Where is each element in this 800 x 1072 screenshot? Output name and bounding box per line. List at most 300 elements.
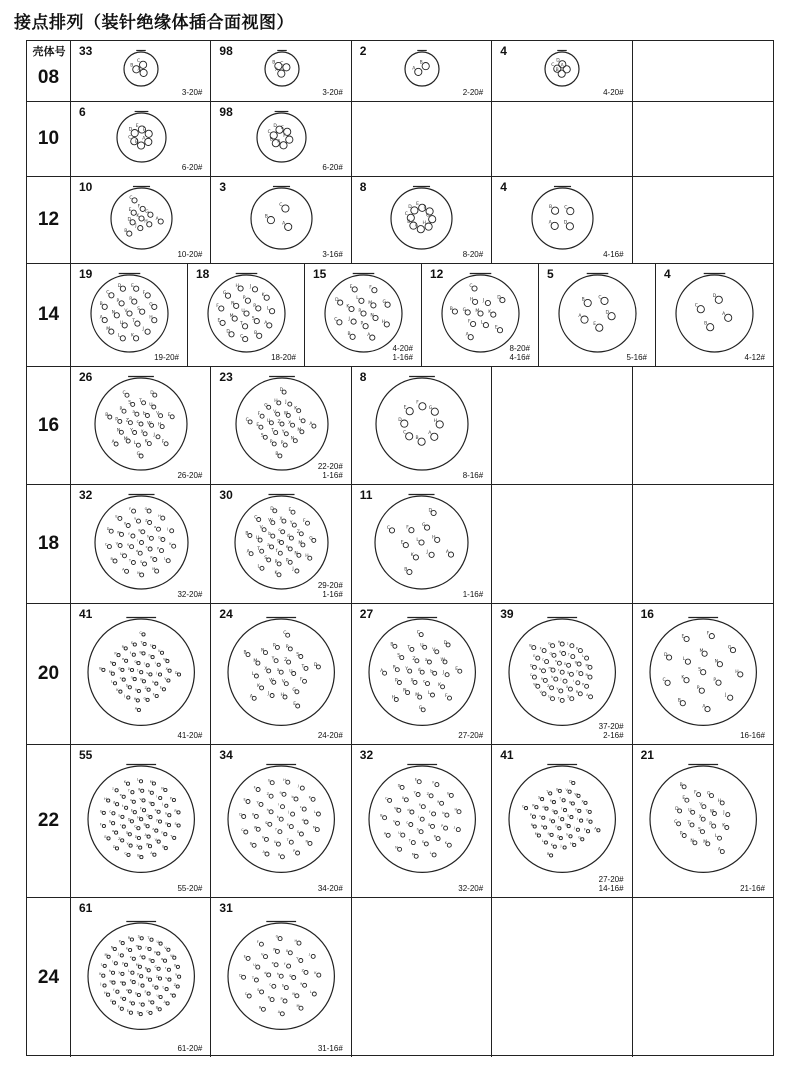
contact-pin <box>561 818 564 821</box>
insulator-outline <box>532 188 593 249</box>
arrangement-cell <box>492 177 632 263</box>
arrangement-cell <box>352 177 492 263</box>
contact-pin <box>581 799 587 805</box>
contact-pin <box>168 542 175 548</box>
contact-letter: E <box>681 796 685 802</box>
contact-letter: J <box>298 784 300 789</box>
contact-pin <box>152 692 158 698</box>
contact-pin <box>125 830 131 836</box>
connector-face <box>323 273 404 354</box>
contact-pin <box>418 438 425 445</box>
contact-letter: C <box>283 631 287 637</box>
contact-letter: M <box>411 852 415 857</box>
contact-letter: P <box>116 298 120 304</box>
contact-letter: P <box>280 996 284 1001</box>
contact-letter: P <box>360 321 364 327</box>
contact-letter: B <box>249 841 253 846</box>
contact-letter: C <box>416 630 420 636</box>
contact-letter: V <box>115 541 118 546</box>
contact-pin <box>138 1000 144 1006</box>
contact-pin <box>154 838 160 843</box>
shell-size-label <box>27 41 71 101</box>
contact-spec: 8-16# <box>462 471 484 480</box>
contact-pin <box>542 816 545 819</box>
contact-pin <box>269 982 276 988</box>
contact-letter: C <box>662 678 666 684</box>
contact-letter: Z <box>412 657 416 663</box>
contact-pin <box>155 986 158 989</box>
connector-face <box>86 921 196 1031</box>
contact-letter: R <box>433 834 436 839</box>
contact-letter: D <box>563 220 568 226</box>
contact-pin <box>109 660 115 666</box>
contact-pin <box>147 789 153 794</box>
contact-pin <box>680 701 685 706</box>
contact-pin <box>563 679 567 683</box>
contact-letter: Z <box>126 418 130 424</box>
contact-pin <box>296 409 300 413</box>
contact-letter: C <box>104 542 108 547</box>
contact-pin <box>142 633 145 636</box>
arrangement-cell <box>71 264 188 366</box>
contact-letter: A <box>465 332 469 338</box>
contact-letter: p <box>134 834 138 839</box>
contact-count: 98 <box>219 105 233 119</box>
contact-letter: g <box>574 660 578 665</box>
contact-pin <box>109 293 114 298</box>
contact-pin <box>128 999 134 1005</box>
contact-spec: 6-20# <box>181 163 203 172</box>
connector-face <box>389 186 454 251</box>
contact-pin <box>280 996 287 1003</box>
contact-pin <box>303 983 307 987</box>
contact-pin <box>254 319 259 324</box>
contact-letter: R <box>274 559 278 565</box>
contact-pin <box>724 826 728 830</box>
contact-letter: C <box>124 851 127 856</box>
arrangement-cell <box>71 898 211 1057</box>
contact-pin <box>107 837 110 840</box>
contact-pin <box>427 822 434 829</box>
contact-letter: B <box>264 214 268 220</box>
connector-face <box>233 494 330 591</box>
contact-letter: C <box>530 673 533 678</box>
contact-letter: T <box>252 975 255 980</box>
contact-letter: E <box>401 540 405 546</box>
contact-letter: L <box>541 839 544 844</box>
shell-size-label <box>27 367 71 484</box>
contact-pin <box>125 659 128 662</box>
insulator-face-view <box>543 50 581 88</box>
contact-letter: S <box>128 400 132 406</box>
contact-letter: t <box>137 668 139 673</box>
contact-letter: H <box>104 990 107 995</box>
contact-pin <box>291 510 295 514</box>
contact-letter: c <box>119 676 122 681</box>
contact-letter: R <box>286 645 290 651</box>
contact-pin <box>253 785 260 792</box>
contact-letter: D <box>314 663 318 669</box>
contact-pin <box>119 823 125 828</box>
contact-pin <box>219 306 224 311</box>
contact-letter: b <box>125 683 128 688</box>
shell-row-20 <box>27 603 773 744</box>
insulator-outline <box>405 52 439 86</box>
contact-letter: U <box>161 844 165 849</box>
contact-letter: K <box>576 646 579 651</box>
contact-pin <box>132 198 137 203</box>
contact-spec: 55-20# <box>177 884 203 893</box>
insulator-face-view <box>206 273 287 354</box>
insulator-outline <box>509 766 615 872</box>
contact-letter: G <box>548 641 552 646</box>
insulator-outline <box>88 619 194 725</box>
contact-letter: D <box>136 1010 140 1015</box>
contact-letter: P <box>118 939 121 944</box>
contact-letter: N <box>161 786 164 791</box>
contact-letter: F <box>257 939 260 944</box>
contact-letter: i <box>156 794 158 799</box>
insulator-face-view <box>226 921 336 1031</box>
contact-letter: x <box>154 808 157 813</box>
contact-letter: g <box>427 822 431 827</box>
contact-letter: Z <box>301 968 305 973</box>
contact-letter: C <box>245 991 248 996</box>
contact-spec: 27-20# <box>458 731 484 740</box>
contact-letter: m <box>564 822 569 827</box>
contact-letter: P <box>582 682 585 687</box>
contact-pin <box>119 301 124 306</box>
contact-letter: C <box>240 334 244 340</box>
contact-pin <box>178 975 181 978</box>
contact-count: 41 <box>500 748 514 762</box>
contact-pin <box>127 666 133 672</box>
contact-letter: N <box>111 310 116 316</box>
contact-pin <box>400 786 404 790</box>
contact-letter: b <box>282 983 285 988</box>
shell-row-22 <box>27 744 773 897</box>
contact-spec: 6-20# <box>322 163 343 172</box>
contact-letter: A <box>144 833 147 838</box>
contact-letter: Y <box>126 842 129 847</box>
contact-letter: N <box>109 660 113 665</box>
contact-pin <box>143 643 146 646</box>
contact-letter: k <box>551 675 554 680</box>
contact-pin <box>129 798 135 803</box>
contact-pin <box>143 661 149 667</box>
contact-letter: M <box>108 670 112 675</box>
contact-letter: i <box>417 815 419 820</box>
contact-letter: H <box>557 640 561 645</box>
contact-pin <box>131 402 135 406</box>
contact-letter: R <box>149 555 153 560</box>
contact-letter: Z <box>426 792 429 797</box>
contact-count: 23 <box>219 370 233 384</box>
contact-letter: c <box>109 809 112 814</box>
contact-letter: B <box>404 567 408 573</box>
contact-pin <box>134 687 140 693</box>
contact-letter: G <box>222 291 227 297</box>
arrangement-cell <box>492 604 632 744</box>
contact-pin <box>370 335 375 340</box>
contact-pin <box>142 652 145 655</box>
contact-letter: T <box>301 664 305 670</box>
contact-pin <box>684 637 689 642</box>
contact-letter: N <box>370 313 374 319</box>
contact-spec: 19-20# <box>154 353 179 362</box>
contact-pin <box>289 973 296 979</box>
contact-letter: q <box>160 956 164 961</box>
contact-letter: g <box>138 787 141 792</box>
contact-pin <box>567 208 574 215</box>
contact-pin <box>566 223 573 230</box>
contact-letter: B <box>134 139 138 145</box>
contact-letter: C <box>279 61 284 67</box>
contact-pin <box>127 311 132 316</box>
contact-pin <box>290 840 294 844</box>
contact-letter: H <box>432 535 436 541</box>
contact-letter: S <box>137 934 140 939</box>
contact-letter: s <box>146 671 149 676</box>
shell-size-value: 12 <box>37 209 60 230</box>
contact-letter: A <box>121 567 125 572</box>
contact-pin <box>300 832 304 836</box>
contact-letter: C <box>469 283 473 289</box>
contact-pin <box>134 286 139 291</box>
contact-letter: f <box>559 796 561 801</box>
contact-pin <box>136 1010 142 1015</box>
contact-pin <box>379 813 386 820</box>
contact-pin <box>445 673 449 677</box>
arrangement-cell <box>352 367 492 484</box>
contact-pin <box>337 320 342 325</box>
contact-letter: L <box>682 657 685 663</box>
contact-pin <box>542 805 548 810</box>
shell-size-value: 22 <box>37 810 60 831</box>
contact-pin <box>568 800 574 805</box>
contact-letter: V <box>154 838 158 843</box>
contact-letter: K <box>308 795 312 800</box>
connector-face <box>367 764 477 874</box>
contact-pin <box>154 964 160 970</box>
contact-pin <box>139 806 145 812</box>
contact-letter: D <box>150 391 154 397</box>
contact-letter: S <box>697 667 701 673</box>
contact-letter: A <box>250 694 254 700</box>
contact-pin <box>456 828 460 832</box>
contact-letter: T <box>287 838 290 843</box>
contact-letter: T <box>132 319 136 324</box>
contact-letter: H <box>143 219 148 225</box>
contact-letter: m <box>135 943 140 948</box>
contact-pin <box>242 975 246 979</box>
contact-letter: B <box>99 302 103 308</box>
contact-letter: P <box>440 824 444 829</box>
contact-letter: L <box>117 333 121 339</box>
contact-letter: N <box>261 648 265 654</box>
contact-pin <box>497 328 502 333</box>
contact-pin <box>290 825 294 829</box>
contact-pin <box>148 653 154 659</box>
contact-letter: D <box>270 506 274 512</box>
contact-pin <box>414 855 418 859</box>
insulator-outline <box>95 496 188 589</box>
contact-pin <box>103 984 106 987</box>
contact-spec: 22-20# 1-16# <box>317 462 343 480</box>
contact-letter: p <box>549 817 552 822</box>
insulator-face-view <box>557 273 638 354</box>
contact-pin <box>102 669 105 672</box>
contact-pin <box>404 543 409 548</box>
shell-size-label <box>27 264 71 366</box>
contact-letter: h <box>147 789 150 794</box>
contact-letter: U <box>119 551 123 556</box>
contact-letter: A <box>446 550 450 555</box>
contact-pin <box>275 827 282 834</box>
contact-letter: N <box>231 301 235 307</box>
arrangement-cell <box>211 177 351 263</box>
contact-pin <box>390 528 395 533</box>
contact-count: 24 <box>219 607 233 621</box>
contact-letter: N <box>305 839 309 844</box>
contact-letter: J <box>284 400 287 406</box>
contact-letter: B <box>99 666 102 671</box>
contact-pin <box>301 419 305 423</box>
contact-pin <box>551 207 558 214</box>
contact-letter: m <box>548 666 553 671</box>
contact-letter: n <box>555 659 558 664</box>
contact-letter: a <box>424 658 428 664</box>
contact-pin <box>305 839 312 846</box>
contact-letter: M <box>298 540 303 546</box>
insulator-face-view <box>440 273 521 354</box>
contact-letter: M <box>296 1003 300 1008</box>
contact-pin <box>135 321 140 326</box>
contact-pin <box>585 663 592 670</box>
contact-letter: i <box>278 802 280 807</box>
contact-letter: J <box>309 952 311 957</box>
contact-letter: G <box>446 791 450 796</box>
contact-pin <box>580 819 583 822</box>
contact-pin <box>549 798 555 804</box>
contact-pin <box>685 659 690 664</box>
contact-letter: G <box>109 998 113 1003</box>
contact-pin <box>418 802 425 809</box>
contact-letter: U <box>119 320 123 326</box>
contact-letter: D <box>117 284 122 290</box>
contact-pin <box>144 138 151 145</box>
contact-letter: E <box>135 123 139 129</box>
contact-letter: P <box>712 678 716 684</box>
contact-pin <box>533 666 537 670</box>
contact-letter: V <box>539 690 543 695</box>
contact-letter: T <box>407 645 410 651</box>
contact-pin <box>727 695 732 700</box>
contact-pin <box>123 780 129 785</box>
contact-pin <box>410 810 414 814</box>
contact-pin <box>149 816 152 819</box>
insulator-outline <box>228 766 334 872</box>
contact-letter: J <box>292 567 294 572</box>
contact-letter: H <box>280 693 285 699</box>
contact-letter: D <box>279 388 283 394</box>
contact-letter: y <box>155 818 158 823</box>
contact-letter: Z <box>144 518 148 523</box>
contact-letter: f <box>275 549 278 555</box>
contact-pin <box>457 810 461 814</box>
contact-pin <box>119 793 125 798</box>
contact-letter: W <box>533 682 537 687</box>
contact-pin <box>140 818 143 821</box>
contact-pin <box>158 219 163 224</box>
insulator-outline <box>88 766 194 872</box>
contact-pin <box>128 507 135 513</box>
contact-pin <box>359 298 364 303</box>
contact-letter: J <box>722 810 725 816</box>
connector-face <box>89 273 170 354</box>
contact-letter: c <box>539 814 542 819</box>
contact-letter: H <box>157 514 161 519</box>
contact-pin <box>700 670 705 675</box>
contact-letter: F <box>137 204 140 210</box>
contact-pin <box>574 660 581 666</box>
contact-pin <box>280 422 284 426</box>
contact-count: 34 <box>219 748 233 762</box>
contact-letter: A <box>262 850 266 855</box>
contact-letter: S <box>137 307 140 313</box>
contact-pin <box>160 956 166 962</box>
contact-pin <box>115 789 118 792</box>
contact-letter: N <box>117 428 121 434</box>
contact-pin <box>436 799 443 806</box>
contact-pin <box>266 808 273 814</box>
contact-letter: B <box>259 1005 262 1010</box>
contact-letter: R <box>267 995 271 1000</box>
contact-letter: X <box>279 517 283 523</box>
contact-letter: H <box>422 221 427 226</box>
contact-letter: S <box>296 652 300 658</box>
contact-count: 3 <box>219 180 227 194</box>
contact-letter: G <box>727 645 731 651</box>
contact-pin <box>563 66 570 73</box>
contact-letter: w <box>148 800 152 805</box>
contact-pin <box>274 659 278 663</box>
arrangement-cell <box>211 41 351 101</box>
contact-letter: R <box>127 935 131 940</box>
contact-spec: 29-20# 1-16# <box>317 581 343 599</box>
contact-letter: K <box>346 304 350 310</box>
contact-pin <box>164 833 167 836</box>
contact-pin <box>400 656 404 660</box>
contact-letter: A <box>150 851 153 856</box>
contact-letter: W <box>394 806 398 811</box>
contact-pin <box>260 549 264 553</box>
contact-letter: D <box>106 527 110 532</box>
arrangement-cell <box>633 367 773 484</box>
insulator-outline <box>265 52 299 86</box>
contact-pin <box>410 648 414 652</box>
contact-letter: F <box>139 806 142 811</box>
contact-letter: L <box>582 654 585 659</box>
contact-letter: M <box>699 649 703 655</box>
contact-pin <box>137 443 141 447</box>
insulator-face-view <box>115 111 168 164</box>
contact-pin <box>420 670 424 674</box>
contact-letter: V <box>282 679 286 685</box>
contact-letter: n <box>130 675 133 680</box>
contact-pin <box>156 435 160 439</box>
contact-letter: D <box>273 124 277 130</box>
